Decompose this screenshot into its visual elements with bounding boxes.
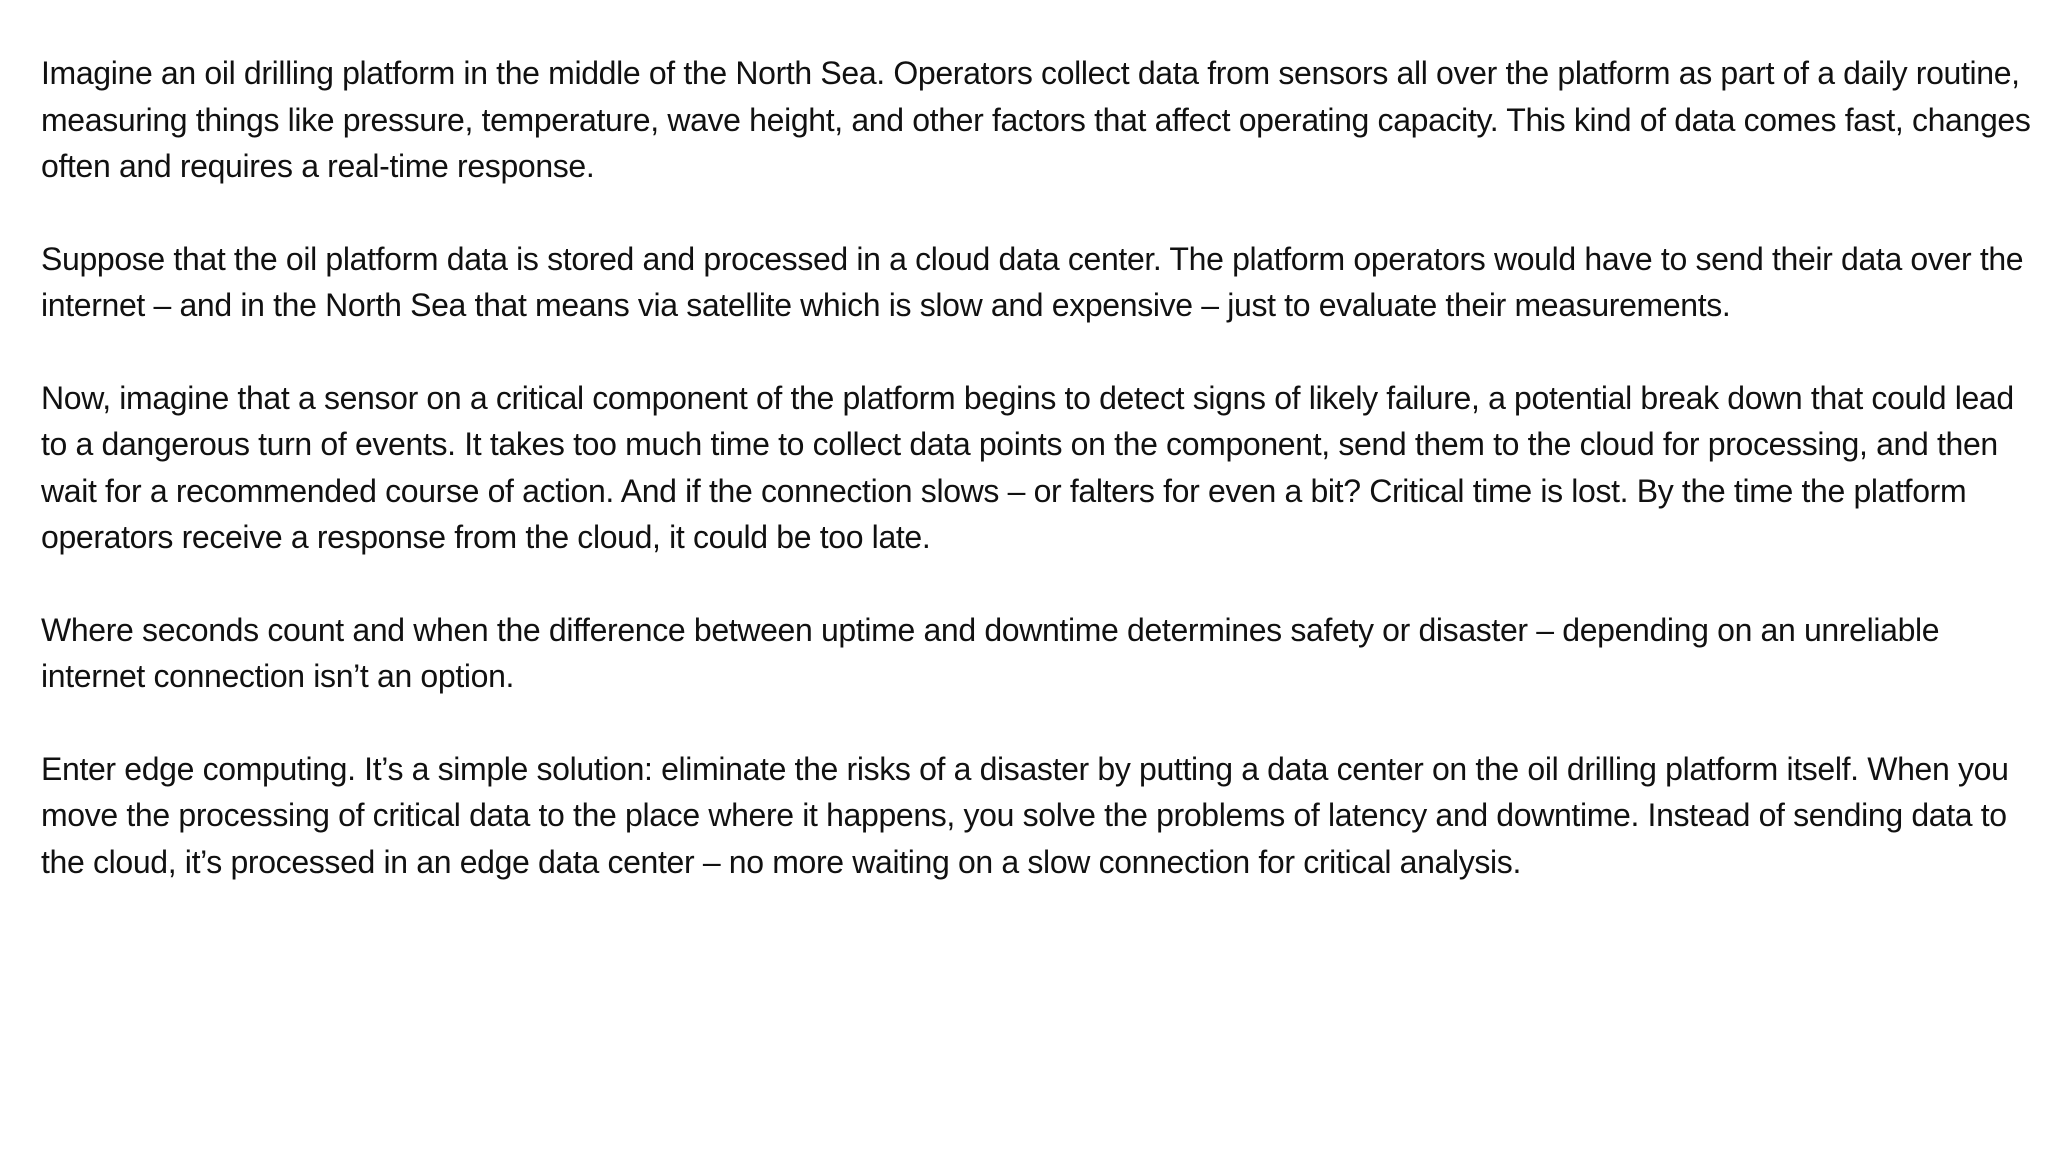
paragraph-oil-platform-intro: Imagine an oil drilling platform in the middle of the North Sea. Operators collect data from sensors all over the platform as part of a daily routine, measuring things like pressure, temperature, wave height, and other factors that affect operating capacity. This kind of data comes fast, changes often and requires a real-time response. [41, 55, 2031, 184]
paragraph-sensor-failure: Now, imagine that a sensor on a critical component of the platform begins to detect signs of likely failure, a potential break down that could lead to a dangerous turn of events. It takes too much time to collect data points on the component, send them to the cloud for processing, and then wait for a recommended course of action. And if the connection slows – or falters for even a bit? Critical time is lost. By the time the platform operators receive a response from the cloud, it could be too late. [41, 379, 2014, 555]
paragraph-edge-computing: Enter edge computing. It’s a simple solution: eliminate the risks of a disaster by putting a data center on the oil drilling platform itself. When you move the processing of critical data to the place where it happens, you solve the problems of latency and downtime. Instead of sending data to the cloud, it’s processed in an edge data center – no more waiting on a slow connection for critical analysis. [41, 750, 2009, 880]
paragraph-cloud-data-center: Suppose that the oil platform data is stored and processed in a cloud data center. The platform operators would have to send their data over the internet – and in the North Sea that means via satellite which is slow and expensive – just to evaluate their measurements. [41, 240, 2024, 323]
paragraph-seconds-count: Where seconds count and when the difference between uptime and downtime determines safety or disaster – depending on an unreliable internet connection isn’t an option. [41, 611, 1940, 694]
document-body [41, 50, 2031, 931]
